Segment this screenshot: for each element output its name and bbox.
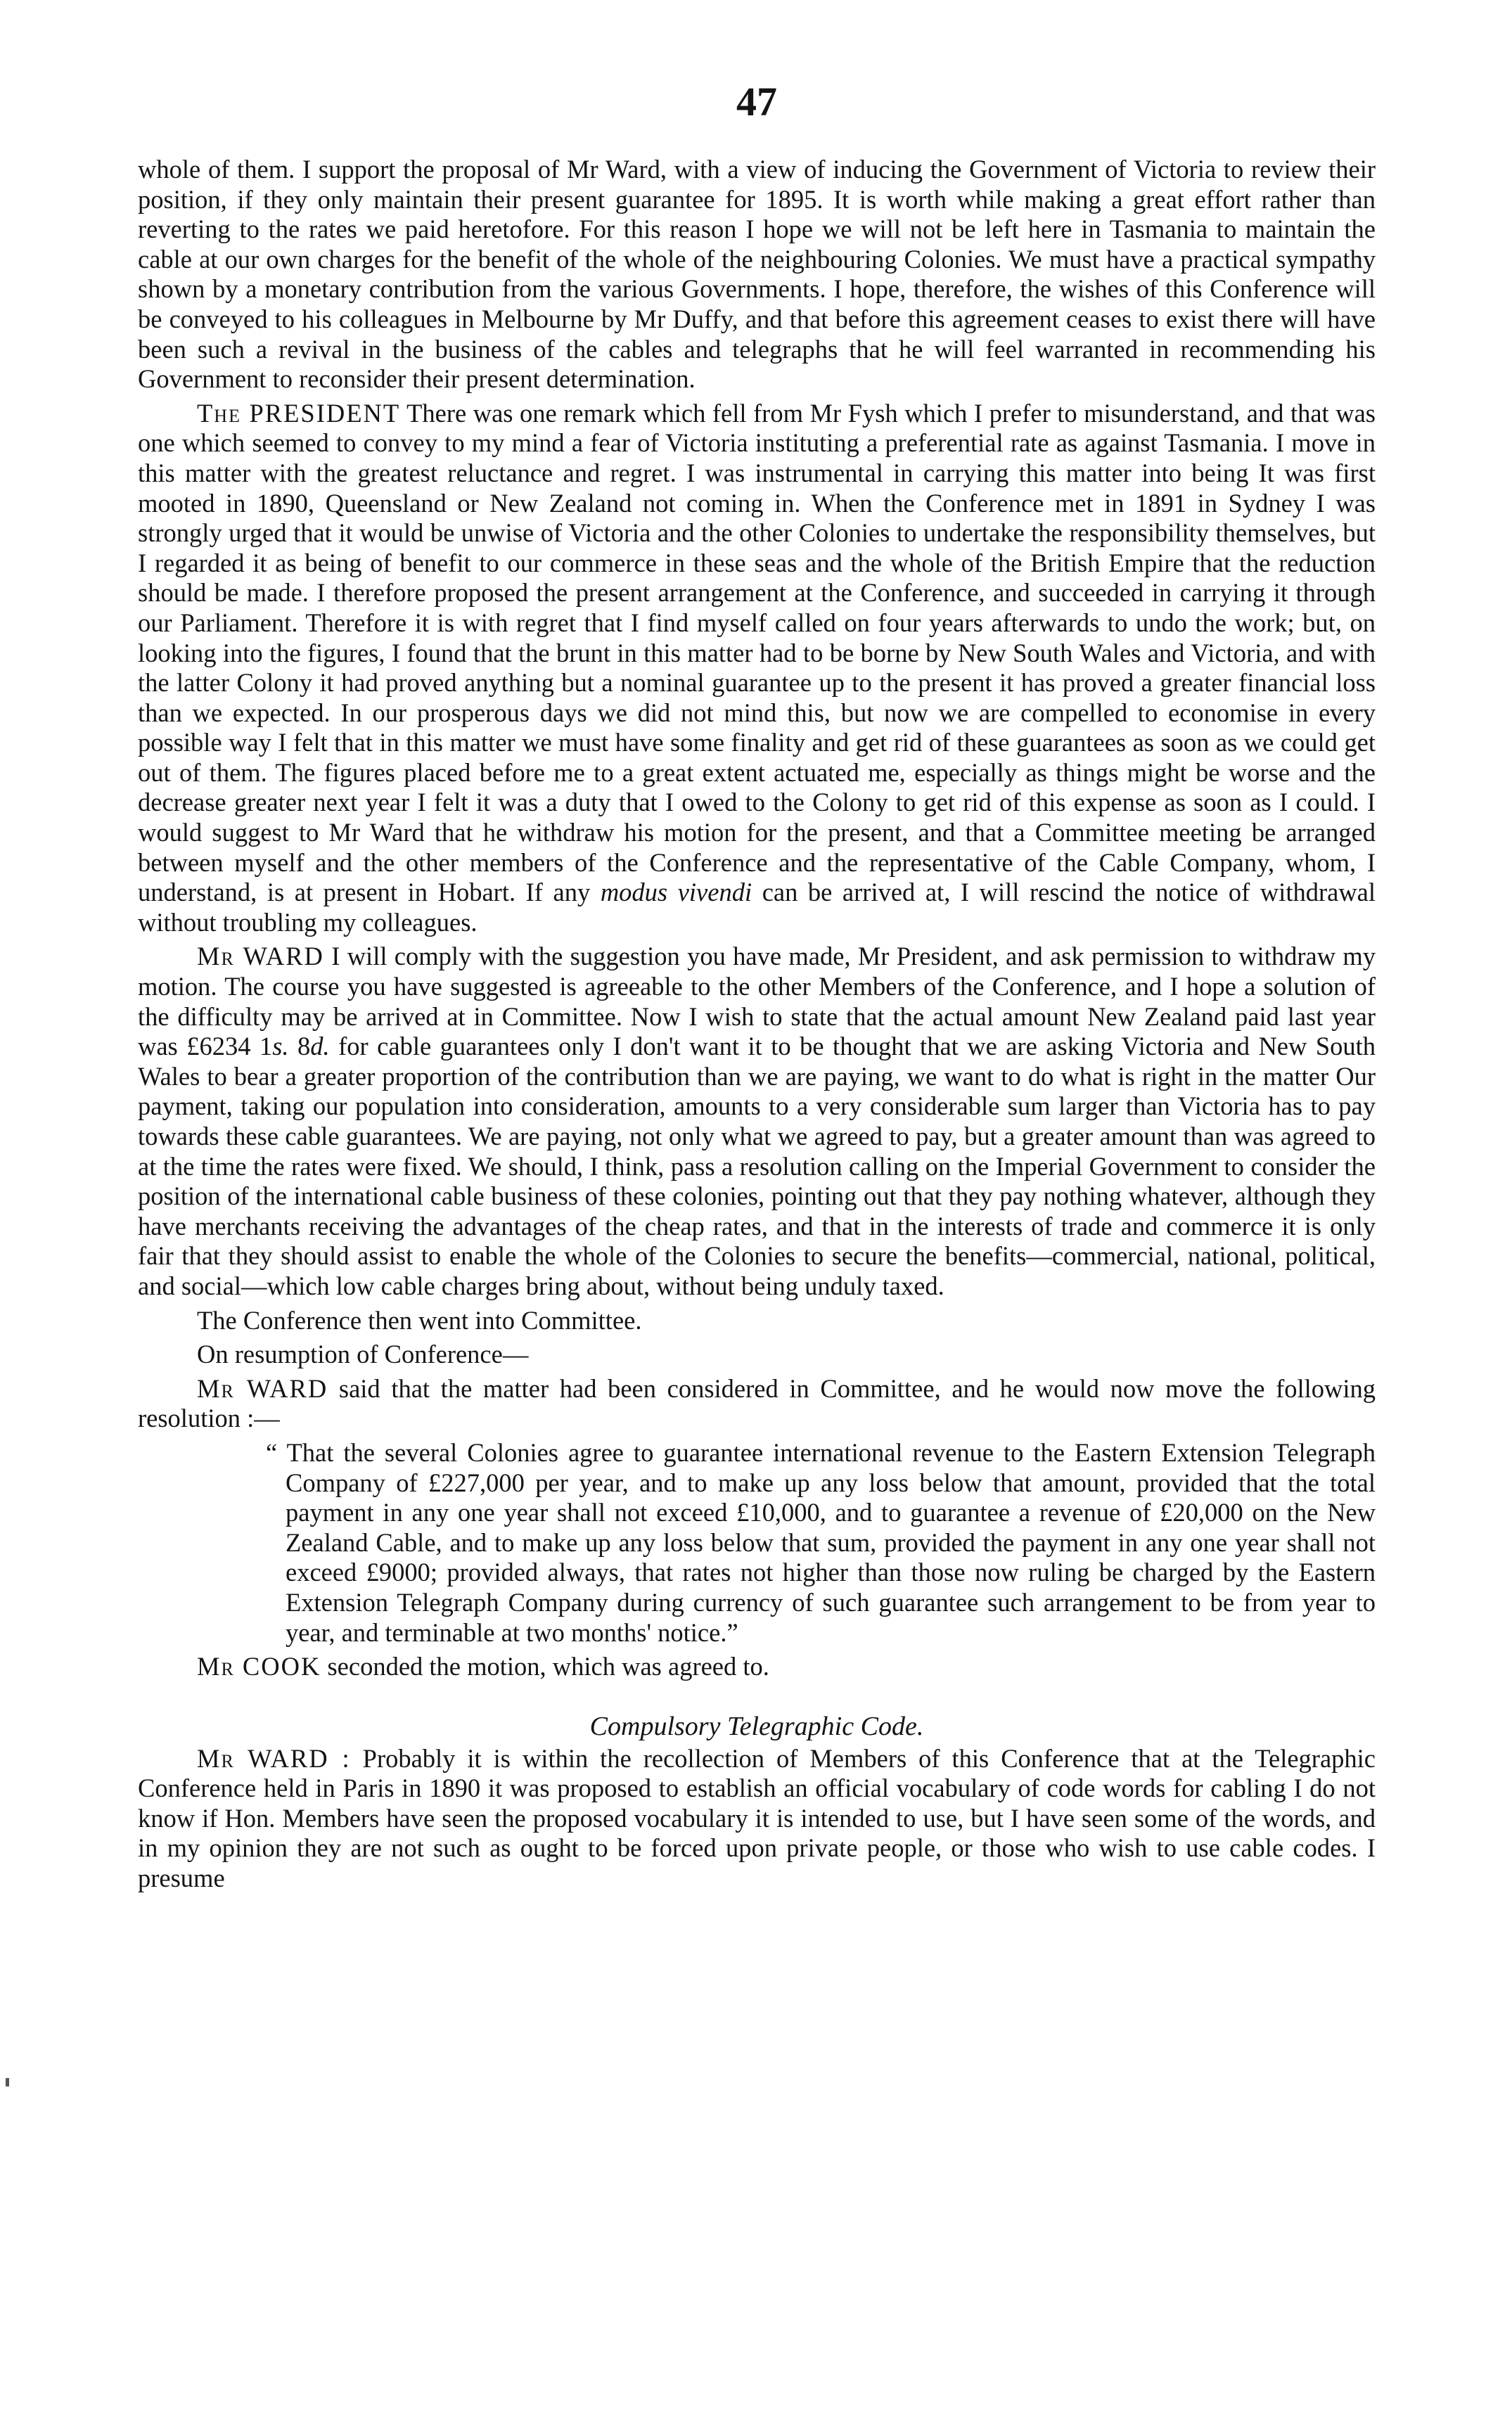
section-heading: Compulsory Telegraphic Code. (589, 1711, 924, 1741)
paragraph-text: said that the matter had been considered in Committee, and he would now move the following resolution :— (138, 1373, 1376, 1433)
paragraph-continuation (138, 155, 1376, 395)
paragraph-ward-motion (138, 1374, 1376, 1434)
paragraph-text: seconded the motion, which was agreed to. (327, 1652, 769, 1681)
paragraph-resumption (138, 1340, 1376, 1370)
latin-phrase: modus vivendi (600, 878, 752, 907)
paragraph-text: I will comply with the suggestion you have made, Mr President, and ask permission to withdraw my motion. The course you have suggested is agreeable to the other Members of the Conference, and I hope a solution of the difficulty may be arrived at in Committee. Now I wish to state that the actual amount New Zealand paid last year was £6234 1 (138, 942, 1376, 1061)
paragraph-text: The Conference then went into Committee. (197, 1305, 642, 1335)
paragraph-text: There was one remark which fell from Mr Fysh which I prefer to misunderstand, and that was one which seemed to convey to my mind a fear of Victoria instituting a preferential rate as against Tasmania. I move in this matter with the greatest reluctance and regret. I was instrumental in carrying this matter into being It was first mooted in 1890, Queensland or New Zealand not coming in. When the Conference met in 1891 in Sydney I was strongly urged that it would be unwise of Victoria and the other Colonies to undertake the responsibility themselves, but I regarded it as being of benefit to our commerce in these seas and the whole of the British Empire that the reduction should be made. I therefore proposed the present arrangement at the Conference, and succeeded in carrying it through our Parliament. Therefore it is with regret that I find myself called on four years afterwards to undo the work; but, on looking into the figures, I found that the brunt in this matter had to be borne by New South Wales and Victoria, and with the latter Colony it had proved anything but a nominal guarantee up to the present it has proved a greater financial loss than we expected. In our prosperous days we did not mind this, but now we are compelled to economise in every possible way I felt that in this matter we must have some finality and get rid of these guarantees as soon as we could get out of them. The figures placed before me to a great extent actuated me, especially as things might be worse and the decrease greater next year I felt it was a duty that I owed to the Colony to get rid of this expense as soon as I could. I would suggest to Mr Ward that he withdraw his motion for the present, and that a Committee meeting be arranged between myself and the other members of the Conference and the representative of the Cable Company, whom, I understand, is at present in Hobart. If any (138, 398, 1376, 907)
paragraph-text: Probably it is within the recollection of Members of this Conference that at the Telegraphic Conference held in Paris in 1890 it was proposed to establish an official vocabulary of code words for cabling I do not know if Hon. Members have seen the proposed vocabulary it is intended to use, but I have seen some of the words, and in my opinion they are not such as ought to be forced upon private people, or those who wish to use cable codes. I presume (138, 1743, 1376, 1893)
speaker-name: Mr WARD (197, 942, 324, 971)
speaker-name: Mr WARD (197, 1373, 328, 1403)
shillings-mark: s. (272, 1032, 289, 1061)
paragraph-committee (138, 1306, 1376, 1336)
paragraph-president (138, 399, 1376, 938)
margin-mark (6, 2078, 9, 2086)
paragraph-text-end: for cable guarantees only I don't want it to be thought that we are asking Victoria and New South Wales to bear a greater proportion of the contribution than we are paying, we want to do what is right in the matter Our payment, taking our population into consideration, amounts to a very considerable sum larger than Victoria has to pay towards these cable guarantees. We are paying, not only what we agreed to pay, but a greater amount than was agreed to at the time the rates were fixed. We should, I think, pass a resolution calling on the Imperial Government to consider the position of the international cable business of these colonies, pointing out that they pay nothing whatever, although they have merchants receiving the advantages of the cheap rates, and that in the interests of trade and commerce it is only fair that they should assist to enable the whole of the Colonies to secure the benefits—commercial, national, political, and social—which low cable charges bring about, without being unduly taxed. (138, 1032, 1376, 1300)
speaker-name: Mr WARD : (197, 1743, 351, 1773)
paragraph-cook (138, 1652, 1376, 1682)
pence-mark: d. (310, 1032, 330, 1061)
page-number: 47 (736, 79, 777, 124)
speaker-name: The PRESIDENT (197, 398, 401, 428)
resolution-quote: “ That the several Colonies agree to guarantee international revenue to the Eastern Extension Telegraph Company of £227,000 per year, and to make up any loss below that amount, provided that the total payment in any one year shall not exceed £10,000, and to guarantee a revenue of £20,000 on the New Zealand Cable, and to make up any loss below that sum, provided the payment in any one year shall not exceed £9000; provided always, that rates not higher than those now ruling be charged by the Eastern Extension Telegraph Company during currency of such guarantee such arrangement to be from year to year, and terminable at two months' notice.” (266, 1437, 1376, 1647)
document-page (138, 77, 1376, 1894)
speaker-name: Mr COOK (197, 1652, 321, 1681)
paragraph-ward-reply (138, 942, 1376, 1301)
paragraph-text-end: can be arrived at, I will rescind the notice of withdrawal without troubling my colleagues. (138, 878, 1376, 937)
paragraph-ward-code (138, 1744, 1376, 1894)
paragraph-text: whole of them. I support the proposal of Mr Ward, with a view of inducing the Government of Victoria to review their position, if they only maintain their present guarantee for 1895. It is worth while making a great effort rather than reverting to the rates we paid heretofore. For this reason I hope we will not be left here in Tasmania to maintain the cable at our own charges for the benefit of the whole of the neighbouring Colonies. We must have a practical sympathy shown by a monetary contribution from the various Governments. I hope, therefore, the wishes of this Conference will be conveyed to his colleagues in Melbourne by Mr Duffy, and that before this agreement ceases to exist there will have been such a revival in the business of the cables and telegraphs that he will feel warranted in recommending his Government to reconsider their present determination. (138, 155, 1376, 394)
paragraph-text: On resumption of Conference— (197, 1340, 529, 1369)
paragraph-text-mid: 8 (288, 1032, 311, 1061)
